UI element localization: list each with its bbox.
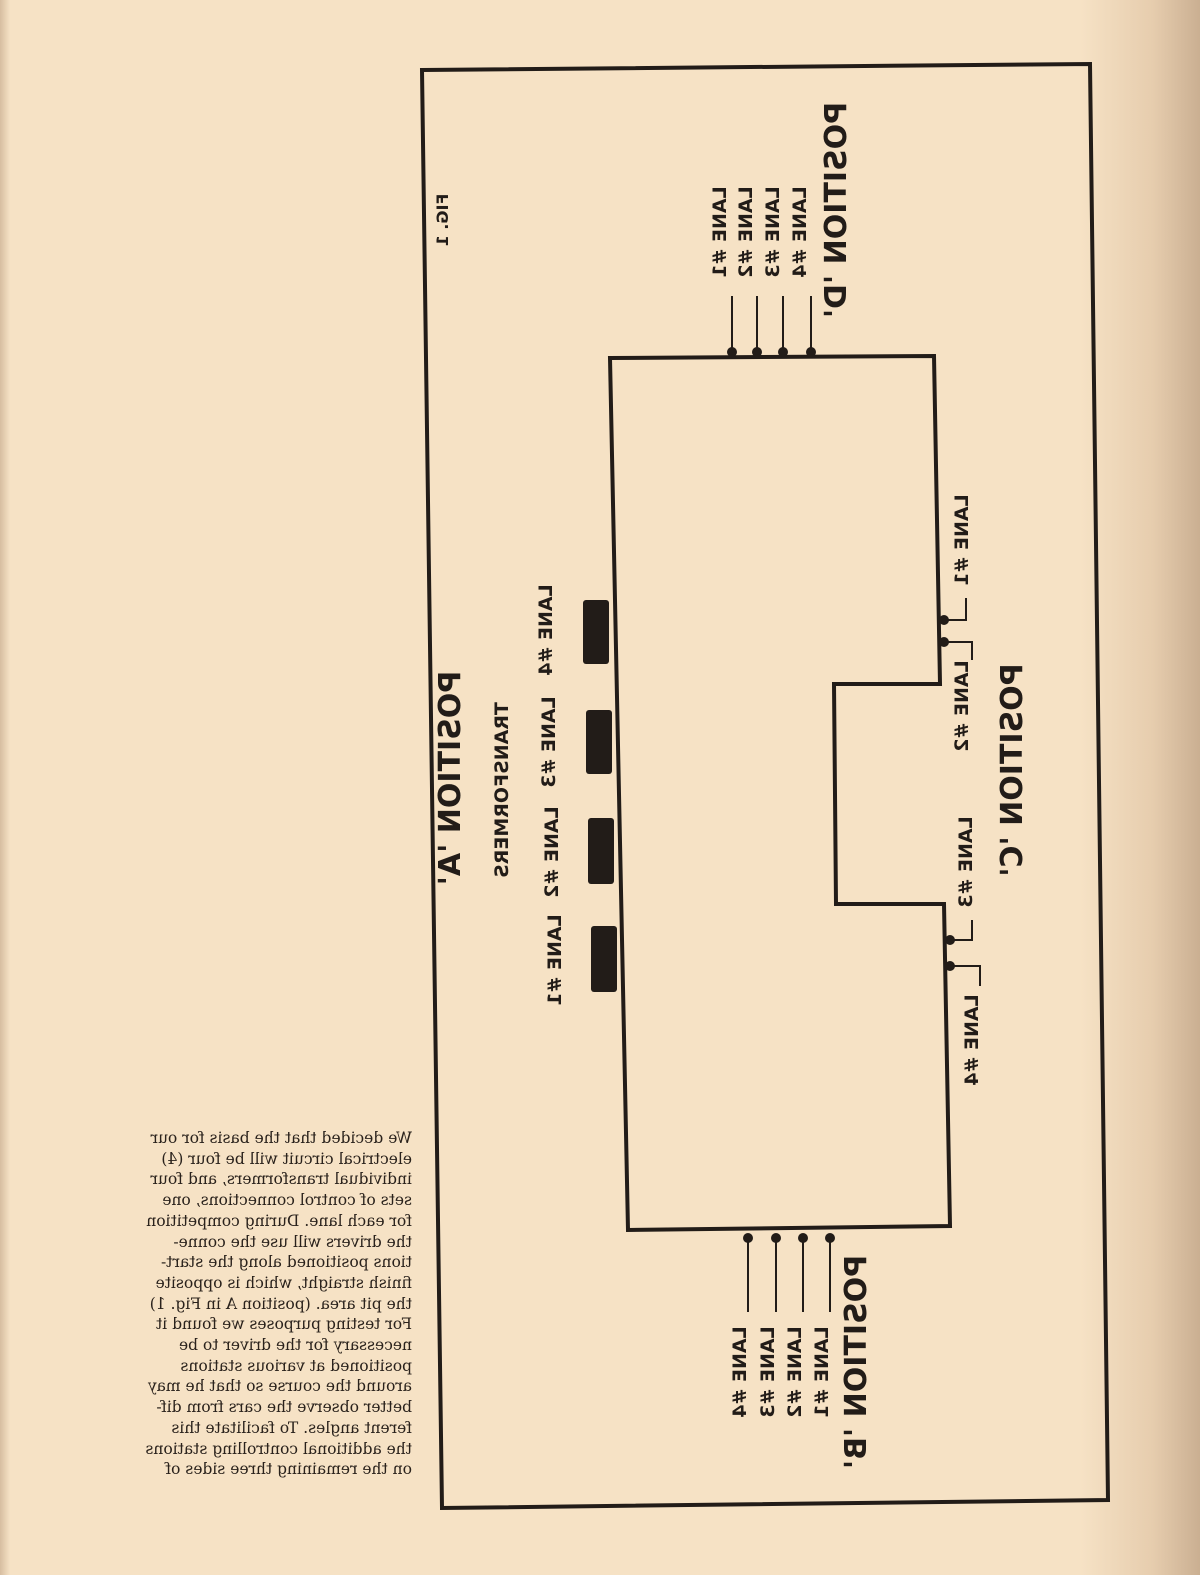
position-b-lane-3: LANE #3: [757, 1326, 779, 1418]
position-c-lane-3: LANE #3: [955, 816, 977, 908]
body-text-line: individual transformers, and four: [150, 1170, 412, 1189]
position-c-label: POSITION 'C': [995, 663, 1030, 877]
transformer-lane-3: [586, 710, 612, 774]
body-text-line: around the course so that he may: [147, 1377, 412, 1396]
body-text-line: finish straight, which is opposite: [155, 1273, 412, 1292]
transformer-lane-label-2: LANE #2: [541, 806, 563, 898]
body-text-line: tions positioned along the start-: [160, 1253, 412, 1272]
transformers-label: TRANSFORMERS: [491, 702, 513, 878]
position-d-label: POSITION 'D': [819, 101, 854, 319]
transformer-lane-label-1: LANE #1: [544, 914, 566, 1006]
body-text-line: better observe the cars from dif-: [156, 1398, 412, 1417]
position-a-label: POSITION 'A': [433, 670, 468, 886]
body-text-line: on the remaining three sides of: [165, 1460, 412, 1479]
body-text-line: ferent angles. To facilitate this: [171, 1418, 412, 1437]
figure-caption: FIG. 1: [433, 193, 452, 247]
position-d-lane-3: LANE #3: [762, 186, 784, 278]
track-outline: [610, 356, 950, 1230]
body-text-line: the additional controlling stations: [145, 1439, 412, 1458]
transformer-lane-4: [583, 600, 609, 664]
body-text-line: for each lane. During competition: [146, 1211, 412, 1230]
transformer-lane-1: [591, 926, 617, 992]
position-d-lane-2: LANE #2: [735, 186, 757, 278]
position-b-connections: [743, 1233, 835, 1312]
position-b-lane-2: LANE #2: [784, 1326, 806, 1418]
body-text-line: For testing purposes we found it: [156, 1315, 412, 1334]
transformer-lane-label-3: LANE #3: [538, 696, 560, 788]
position-b-lane-1: LANE #1: [811, 1326, 833, 1418]
position-b-lane-4: LANE #4: [729, 1326, 751, 1418]
body-text-line: electrical circuit will be four (4): [161, 1149, 412, 1168]
body-text-line: positioned at various stations: [180, 1356, 412, 1375]
position-c-lane-2: LANE #2: [951, 660, 973, 752]
transformer-lane-label-4: LANE #4: [535, 584, 557, 676]
position-c-lane-4: LANE #4: [961, 994, 983, 1086]
body-text-line: the drivers will use the conne-: [173, 1232, 412, 1251]
body-text-line: sets of control connections, one: [162, 1191, 412, 1210]
position-d-lane-4: LANE #4: [789, 186, 811, 278]
body-text-line: the pit area. (position A in Fig. 1): [149, 1294, 412, 1313]
body-text-line: necessary for the driver to be: [178, 1336, 412, 1355]
position-c-lane-1: LANE #1: [951, 494, 973, 586]
position-d-connections: [727, 296, 816, 357]
position-b-label: POSITION 'B': [839, 1254, 874, 1470]
position-d-lane-1: LANE #1: [709, 186, 731, 278]
transformer-lane-2: [588, 818, 614, 884]
body-text-line: We decided that the basis for our: [150, 1129, 412, 1147]
